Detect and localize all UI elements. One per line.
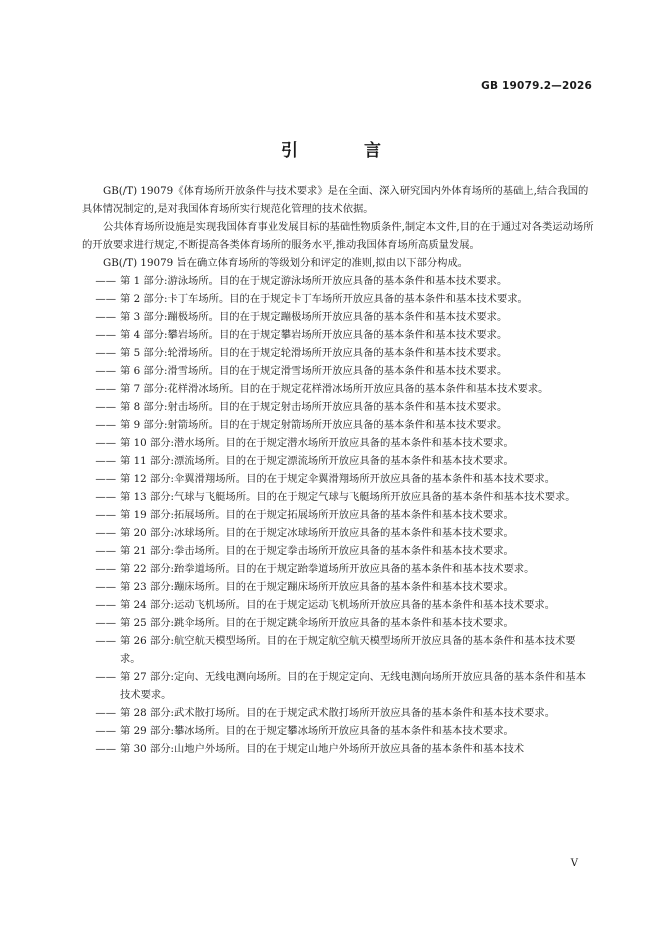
list-dash: —— [95, 563, 116, 575]
list-dash: —— [95, 617, 116, 629]
list-dash: —— [95, 599, 116, 611]
page-number: V [570, 858, 578, 869]
list-dash: —— [95, 293, 116, 305]
list-item-text: 第 29 部分:攀冰场所。目的在于规定攀冰场所开放应具备的基本条件和基本技术要求。 [120, 725, 514, 737]
list-item-text: 第 20 部分:冰球场所。目的在于规定冰球场所开放应具备的基本条件和基本技术要求。 [120, 527, 514, 539]
list-dash: —— [95, 275, 116, 287]
list-item-text: 第 28 部分:武术散打场所。目的在于规定武术散打场所开放应具备的基本条件和基本技术要求。 [120, 707, 555, 719]
list-item-text: 第 22 部分:跆拳道场所。目的在于规定跆拳道场所开放应具备的基本条件和基本技术要求。 [120, 563, 535, 575]
list-item [82, 488, 594, 506]
list-dash: —— [95, 545, 116, 557]
list-dash: —— [95, 509, 116, 521]
list-item [82, 578, 594, 596]
list-item [82, 344, 594, 362]
list-dash: —— [95, 329, 116, 341]
list-item [82, 272, 594, 290]
list-item [82, 326, 594, 344]
list-item-text: 第 1 部分:游泳场所。目的在于规定游泳场所开放应具备的基本条件和基本技术要求。 [120, 275, 508, 287]
list-item [82, 380, 594, 398]
list-dash: —— [95, 635, 116, 647]
list-dash: —— [95, 707, 116, 719]
document-body [82, 182, 594, 758]
list-item [82, 740, 594, 758]
list-item-text: 第 25 部分:跳伞场所。目的在于规定跳伞场所开放应具备的基本条件和基本技术要求。 [120, 617, 514, 629]
list-item [82, 416, 594, 434]
list-dash: —— [95, 383, 116, 395]
list-dash: —— [95, 419, 116, 431]
list-item-text: 第 23 部分:蹦床场所。目的在于规定蹦床场所开放应具备的基本条件和基本技术要求。 [120, 581, 514, 593]
list-item-text: 第 9 部分:射箭场所。目的在于规定射箭场所开放应具备的基本条件和基本技术要求。 [120, 419, 508, 431]
list-item [82, 542, 594, 560]
intro-paragraph: GB(/T) 19079 旨在确立体育场所的等级划分和评定的准则,拟由以下部分构成。 [103, 257, 469, 269]
list-item-text: 第 8 部分:射击场所。目的在于规定射击场所开放应具备的基本条件和基本技术要求。 [120, 401, 508, 413]
list-item [82, 452, 594, 470]
list-item-text: 第 13 部分:气球与飞艇场所。目的在于规定气球与飞艇场所开放应具备的基本条件和基本技术要求。 [120, 491, 576, 503]
list-item [82, 398, 594, 416]
list-item [82, 560, 594, 578]
list-item-text: 第 27 部分:定向、无线电测向场所。目的在于规定定向、无线电测向场所开放应具备的基本条件和基本技术要求。 [120, 671, 586, 701]
list-item-text: 第 19 部分:拓展场所。目的在于规定拓展场所开放应具备的基本条件和基本技术要求。 [120, 509, 514, 521]
list-item-text: 第 11 部分:漂流场所。目的在于规定漂流场所开放应具备的基本条件和基本技术要求。 [120, 455, 514, 467]
list-item-text: 第 21 部分:拳击场所。目的在于规定拳击场所开放应具备的基本条件和基本技术要求。 [120, 545, 514, 557]
list-item [82, 722, 594, 740]
page-title: 引 言 [281, 141, 411, 161]
list-dash: —— [95, 437, 116, 449]
list-dash: —— [95, 347, 116, 359]
list-dash: —— [95, 581, 116, 593]
list-item [82, 308, 594, 326]
list-item [82, 614, 594, 632]
list-dash: —— [95, 365, 116, 377]
list-item [82, 290, 594, 308]
list-item-text: 第 4 部分:攀岩场所。目的在于规定攀岩场所开放应具备的基本条件和基本技术要求。 [120, 329, 508, 341]
list-item-text: 第 7 部分:花样滑冰场所。目的在于规定花样滑冰场所开放应具备的基本条件和基本技术要求。 [120, 383, 549, 395]
intro-paragraph: GB(/T) 19079《体育场所开放条件与技术要求》是在全面、深入研究国内外体育场所的基础上,结合我国的具体情况制定的,是对我国体育场所实行规范化管理的技术依据。 [82, 185, 589, 215]
standard-code: GB 19079.2—2026 [481, 80, 592, 92]
list-item [82, 362, 594, 380]
list-item [82, 524, 594, 542]
list-dash: —— [95, 725, 116, 737]
list-item [82, 704, 594, 722]
list-item-text: 第 30 部分:山地户外场所。目的在于规定山地户外场所开放应具备的基本条件和基本技术 [120, 743, 525, 755]
list-item-text: 第 24 部分:运动飞机场所。目的在于规定运动飞机场所开放应具备的基本条件和基本技术要求。 [120, 599, 555, 611]
list-item-text: 第 26 部分:航空航天模型场所。目的在于规定航空航天模型场所开放应具备的基本条件和基本技术要求。 [120, 635, 576, 665]
list-dash: —— [95, 311, 116, 323]
list-dash: —— [95, 455, 116, 467]
list-item-text: 第 10 部分:潜水场所。目的在于规定潜水场所开放应具备的基本条件和基本技术要求。 [120, 437, 514, 449]
list-item-text: 第 5 部分:轮滑场所。目的在于规定轮滑场所开放应具备的基本条件和基本技术要求。 [120, 347, 508, 359]
list-dash: —— [95, 491, 116, 503]
parts-list [82, 272, 594, 758]
list-item [82, 668, 594, 704]
list-item [82, 470, 594, 488]
list-dash: —— [95, 743, 116, 755]
list-item [82, 632, 594, 668]
list-dash: —— [95, 527, 116, 539]
list-dash: —— [95, 473, 116, 485]
list-dash: —— [95, 671, 116, 683]
list-item [82, 434, 594, 452]
list-item-text: 第 12 部分:伞翼滑翔场所。目的在于规定伞翼滑翔场所开放应具备的基本条件和基本技术要求。 [120, 473, 555, 485]
list-item [82, 596, 594, 614]
list-item-text: 第 3 部分:蹦极场所。目的在于规定蹦极场所开放应具备的基本条件和基本技术要求。 [120, 311, 508, 323]
list-dash: —— [95, 401, 116, 413]
list-item [82, 506, 594, 524]
list-item-text: 第 2 部分:卡丁车场所。目的在于规定卡丁车场所开放应具备的基本条件和基本技术要求。 [120, 293, 528, 305]
list-item-text: 第 6 部分:滑雪场所。目的在于规定滑雪场所开放应具备的基本条件和基本技术要求。 [120, 365, 508, 377]
intro-paragraph: 公共体育场所设施是实现我国体育事业发展目标的基础性物质条件,制定本文件,目的在于通过对各类运动场所的开放要求进行规定,不断提高各类体育场所的服务水平,推动我国体育场所高质量发展。 [82, 221, 594, 251]
